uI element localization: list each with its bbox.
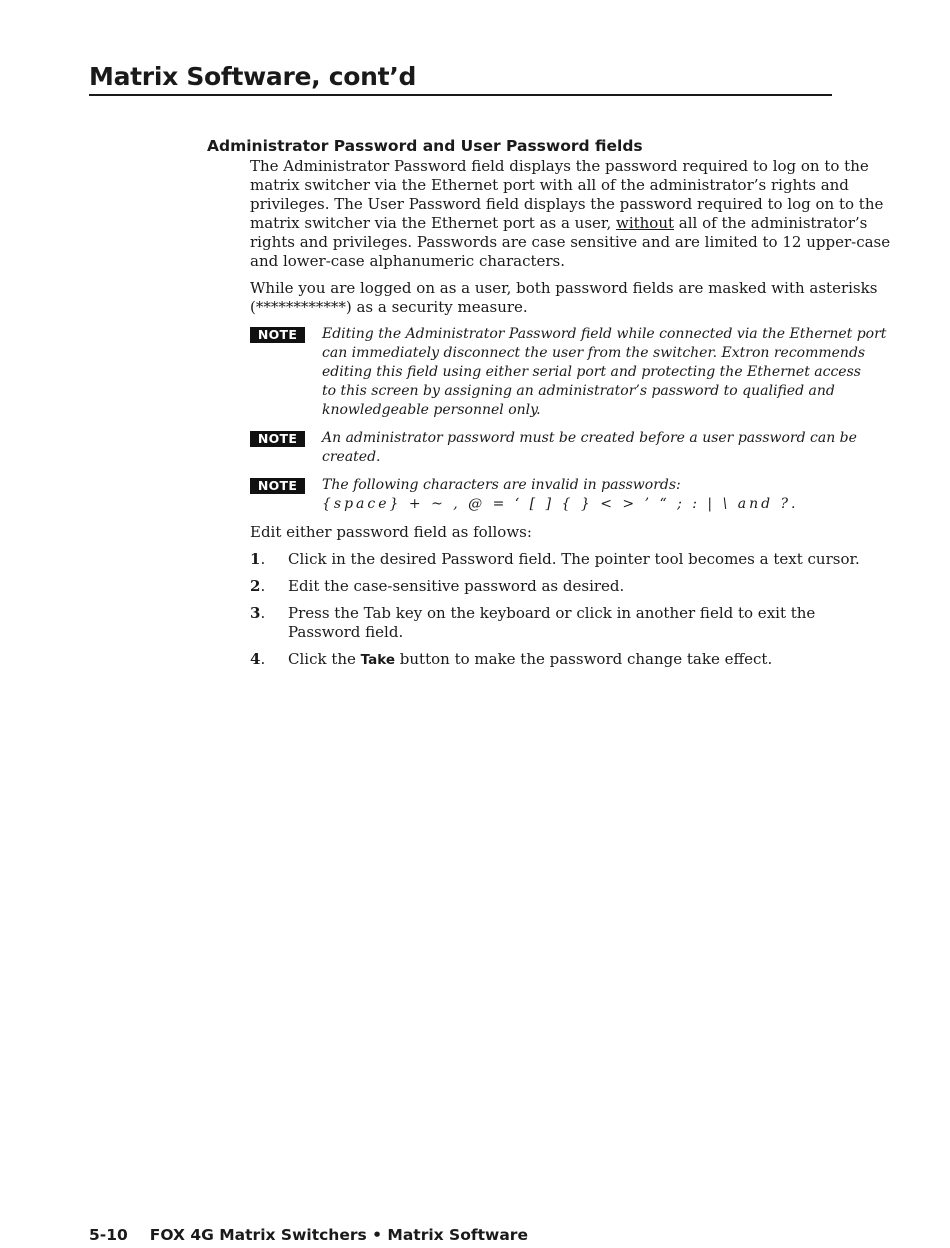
note-line: Editing the Administrator Password field while connected via the Ethernet port (322, 326, 887, 342)
section-heading: Administrator Password and User Password fields (207, 137, 643, 155)
step-number: 3. (250, 604, 266, 622)
step-number: 1. (250, 550, 266, 568)
text-line: privileges. The User Password field displays the password required to log on to the (250, 195, 884, 213)
note-invalid-characters (250, 476, 834, 514)
take-button-reference: Take (360, 652, 396, 668)
step-line: Password field. (288, 623, 404, 641)
note-editing-admin-password (250, 325, 887, 420)
step-number-digit: 2 (250, 577, 261, 595)
text-line: and lower-case alphanumeric characters. (250, 252, 566, 270)
note-line: editing this field using either serial port and protecting the Ethernet access (322, 364, 861, 380)
masking-description (250, 279, 878, 317)
document-title: FOX 4G Matrix Switchers • Matrix Software (149, 1226, 528, 1244)
step-item (250, 650, 834, 670)
note-text (322, 476, 834, 514)
step-line (288, 650, 834, 670)
note-badge: NOTE (250, 478, 305, 494)
step-number-digit: 1 (250, 550, 261, 568)
text-line: While you are logged on as a user, both password fields are masked with asterisks (250, 279, 878, 297)
step-line: Edit the case-sensitive password as desired. (288, 577, 625, 595)
steps-intro: Edit either password field as follows: (250, 523, 532, 541)
invalid-characters-list: {space} + ~ , @ = ‘ [ ] { } < > ’ “ ; : | \ and ?. (322, 496, 799, 512)
steps-list (250, 550, 860, 670)
step-text (288, 577, 834, 596)
note-admin-before-user (250, 429, 857, 467)
note-badge: NOTE (250, 431, 305, 447)
step-line: Press the Tab key on the keyboard or click in another field to exit the (288, 604, 816, 622)
text-line: rights and privileges. Passwords are case sensitive and are limited to 12 upper-case (250, 233, 891, 251)
step-item (250, 550, 860, 569)
text-line: The Administrator Password field displays the password required to log on to the (250, 157, 869, 175)
step-text (288, 650, 834, 670)
step-number-digit: 4 (250, 650, 261, 668)
note-text (322, 325, 887, 420)
text-fragment: button to make the password change take effect. (395, 650, 773, 668)
note-line: to this screen by assigning an administrator’s password to qualified and (322, 383, 835, 399)
text-line: (************) as a security measure. (250, 298, 528, 316)
underlined-word: without (615, 214, 675, 232)
password-fields-description (250, 157, 891, 271)
text-line: matrix switcher via the Ethernet port with all of the administrator’s rights and (250, 176, 849, 194)
note-line: created. (322, 449, 381, 465)
text-fragment: matrix switcher via the Ethernet port as a user, (250, 214, 616, 232)
step-number-digit: 3 (250, 604, 261, 622)
step-number: 2. (250, 577, 266, 595)
step-text (288, 604, 834, 642)
step-line: Click in the desired Password field. The pointer tool becomes a text cursor. (288, 550, 860, 568)
note-line: can immediately disconnect the user from the switcher. Extron recommends (322, 345, 866, 361)
step-item (250, 577, 834, 596)
note-line: The following characters are invalid in passwords: (322, 477, 681, 493)
note-badge: NOTE (250, 327, 305, 343)
section-body (250, 157, 891, 678)
page-title: Matrix Software, cont’d (89, 62, 417, 91)
note-line: knowledgeable personnel only. (322, 402, 541, 418)
text-line (250, 214, 868, 233)
step-number: 4. (250, 650, 266, 668)
page-footer (89, 1226, 528, 1244)
note-text (322, 429, 857, 467)
note-line: An administrator password must be created before a user password can be (322, 430, 857, 446)
text-fragment: Click the (288, 650, 361, 668)
step-item (250, 604, 834, 642)
page-header (89, 60, 832, 96)
page-number: 5-10 (89, 1226, 128, 1244)
text-fragment: all of the administrator’s (674, 214, 868, 232)
step-text (288, 550, 860, 569)
